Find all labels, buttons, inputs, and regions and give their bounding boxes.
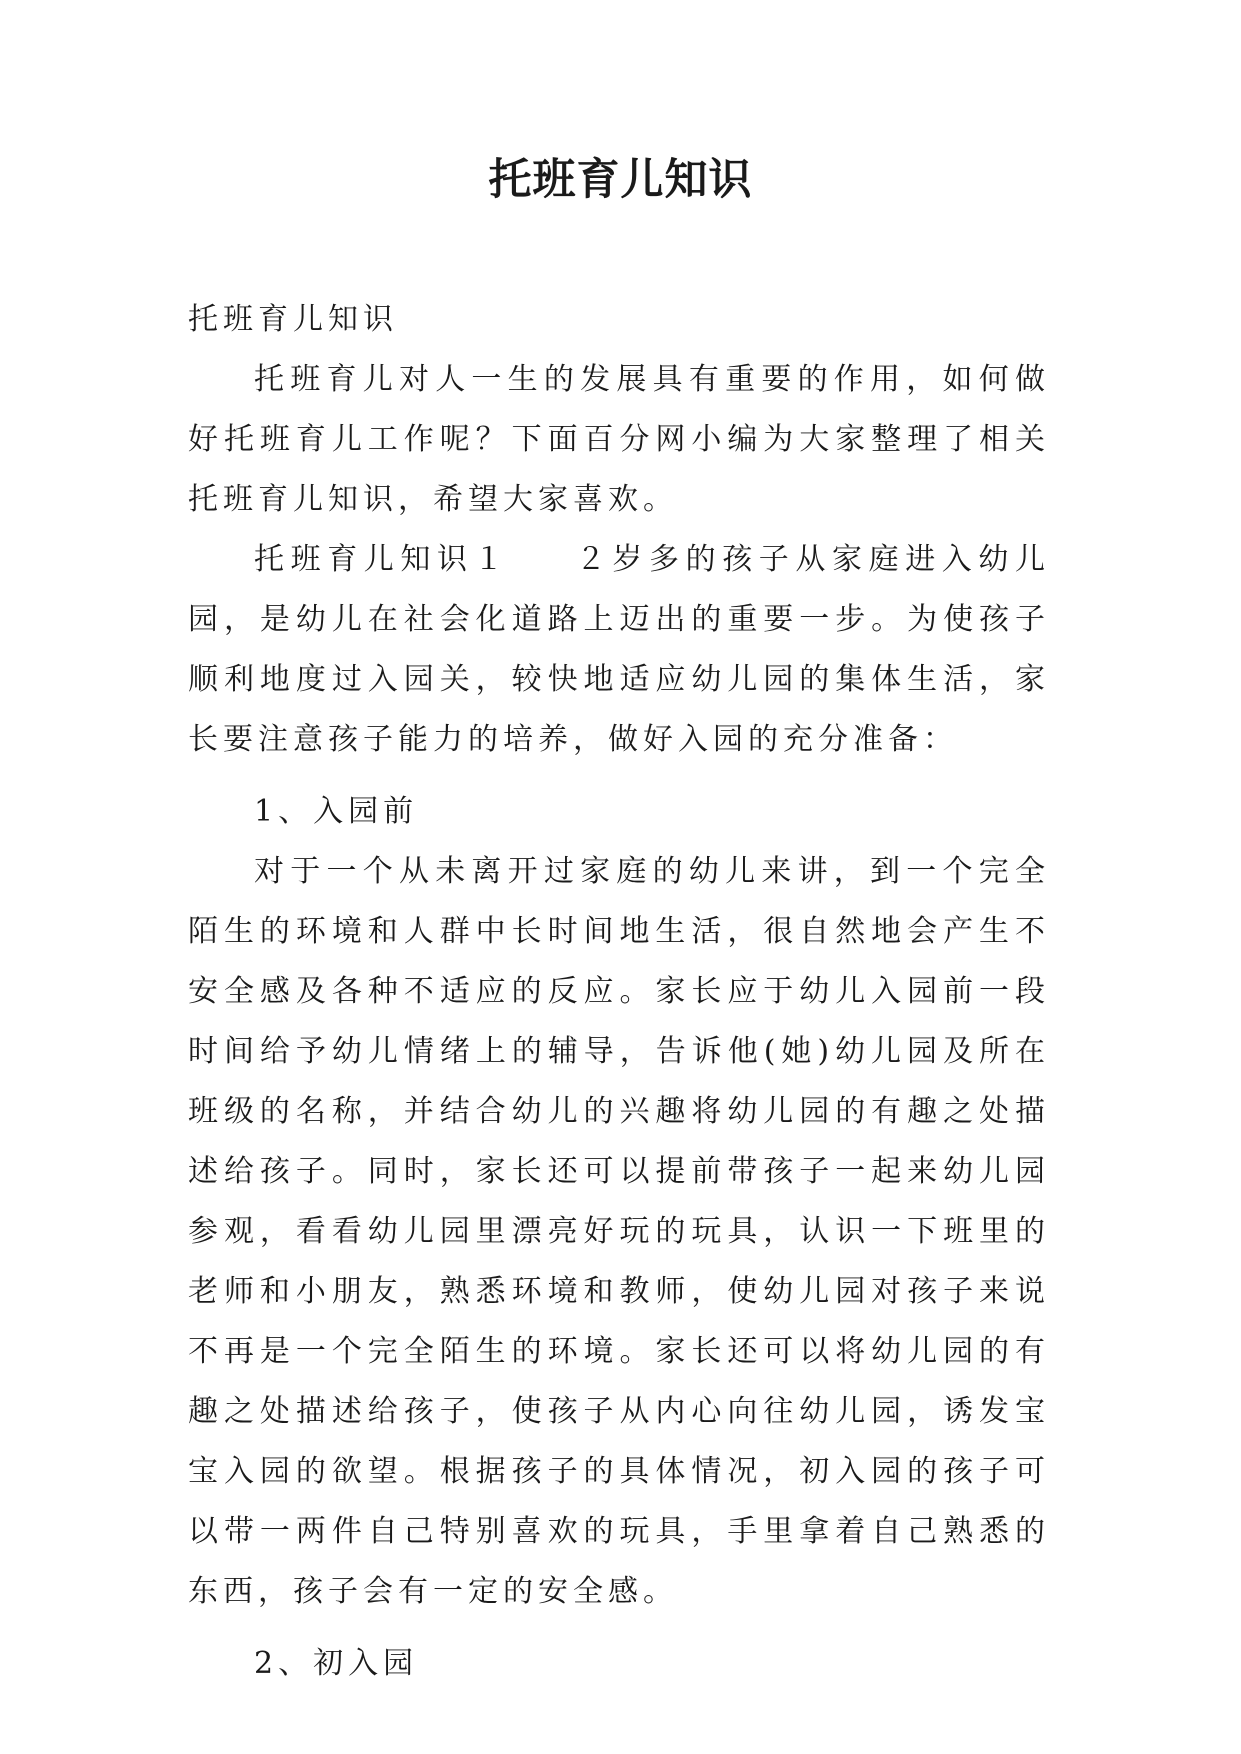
section-1-text: ２岁多的孩子从家庭进入幼儿园，是幼儿在社会化道路上迈出的重要一步。为使孩子顺利地度过入园关，较快地适应幼儿园的集体生活，家长要注意孩子能力的培养，做好入园的充分准备： [188, 542, 1051, 757]
subtitle-line: 托班育儿知识 [188, 302, 398, 337]
heading-2: 2、初入园 [254, 1646, 419, 1681]
intro-paragraph: 托班育儿对人一生的发展具有重要的作用，如何做好托班育儿工作呢？下面百分网小编为大家整理了相关托班育儿知识，希望大家喜欢。 [188, 362, 1050, 517]
heading-1: 1、入园前 [254, 794, 419, 829]
paragraph-1: 对于一个从未离开过家庭的幼儿来讲，到一个完全陌生的环境和人群中长时间地生活，很自然地会产生不安全感及各种不适应的反应。家长应于幼儿入园前一段时间给予幼儿情绪上的辅导，告诉他(她)幼儿园及所在班级的名称，并结合幼儿的兴趣将幼儿园的有趣之处描述给孩子。同时，家长还可以提前带孩子一起来幼儿园参观，看看幼儿园里漂亮好玩的玩具，认识一下班里的老师和小朋友，熟悉环境和教师，使幼儿园对孩子来说不再是一个完全陌生的环境。家长还可以将幼儿园的有趣之处描述给孩子，使孩子从内心向往幼儿园，诱发宝宝入园的欲望。根据孩子的具体情况，初入园的孩子可以带一两件自己特别喜欢的玩具，手里拿着自己熟悉的东西，孩子会有一定的安全感。 [188, 854, 1050, 1609]
section-1-label: 托班育儿知识１ [254, 542, 511, 577]
document-title: 托班育儿知识 [488, 155, 753, 205]
document-body [188, 290, 1050, 1694]
section-1-paragraph [188, 530, 1050, 770]
